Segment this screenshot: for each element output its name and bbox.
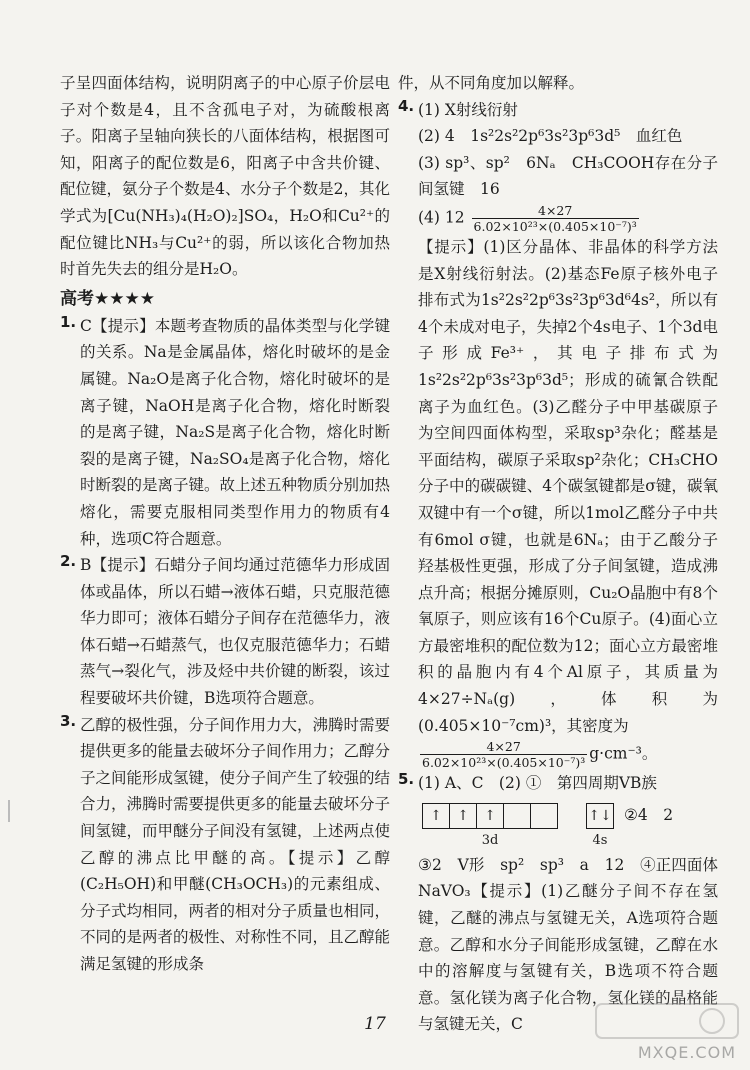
orbital-boxes-4s	[586, 803, 614, 829]
orbital-boxes-3d	[422, 803, 558, 829]
item-number: 5.	[398, 770, 415, 789]
answer-text: 乙醇的极性强，分子间作用力大，沸腾时需要提供更多的能量去破坏分子间作用力；乙醇分子之间能形成氢键，使分子间产生了较强的结合力，沸腾时需要提供更多的能量去破坏分子间氢键，而甲醚分子间没有氢键，上述两点使乙醇的沸点比甲醚的高。【提示】乙醇(C₂H₅OH)和甲醚(CH₃OCH₃)的元素组成、分子式均相同，两者的相对分子质量也相同，不同的是两者的极性、对称性不同，且乙醇能满足氢键的形成条	[80, 715, 391, 973]
answer-item-3	[60, 712, 390, 978]
left-column	[60, 70, 390, 978]
margin-mark	[8, 800, 10, 822]
section-heading: 高考★★★★	[60, 288, 155, 309]
orbital-tail-answer: ②4 2	[624, 805, 674, 824]
orbital-label-4s: 4s	[592, 832, 608, 848]
orbital-diagram	[422, 803, 718, 848]
continuation-text: 件，从不同角度加以解释。	[398, 74, 585, 92]
answer-line	[418, 203, 718, 234]
right-column	[398, 70, 734, 1038]
answer-prefix: (4) 12	[418, 208, 465, 227]
answer-item-5	[398, 770, 734, 1038]
item-number: 3.	[60, 711, 77, 730]
page-number: 17	[364, 1014, 386, 1034]
answer-line: (3) sp³、sp² 6Nₐ CH₃COOH存在分子间氢键 16	[418, 153, 718, 199]
item-number: 4.	[398, 96, 415, 115]
orbital-cell: ↑	[477, 804, 504, 828]
answer-line: (1) A、C (2) ① 第四周期ⅤB族	[418, 774, 657, 793]
answer-text: C【提示】本题考查物质的晶体类型与化学键的关系。Na是金属晶体，熔化时破坏的是金属键。Na₂O是离子化合物，熔化时破坏的是离子键，NaOH是离子化合物，熔化时断裂的是离子键，Na₂S是离子化合物，熔化时断裂的是离子键，Na₂SO₄是离子化合物，熔化时断裂的是离子键。故上述五种物质分别加热熔化，需要克服相同类型作用力的物质有4种，选项C符合题意。	[80, 316, 391, 548]
orbital-4s	[586, 803, 614, 848]
orbital-3d	[422, 803, 558, 848]
watermark-text: MXQE.COM	[637, 1043, 736, 1062]
orbital-label-3d: 3d	[481, 832, 499, 848]
answer-line: (2) 4 1s²2s²2p⁶3s²3p⁶3d⁵ 血红色	[418, 127, 683, 146]
fraction-numerator: 4×27	[472, 203, 639, 219]
item-number: 2.	[60, 552, 77, 571]
orbital-cell	[504, 804, 531, 828]
fraction-denominator: 6.02×10²³×(0.405×10⁻⁷)³	[473, 218, 637, 234]
orbital-cell: ↑	[450, 804, 477, 828]
density-unit: g·cm⁻³。	[589, 744, 658, 763]
answer-text: B【提示】石蜡分子间均通过范德华力形成固体或晶体，所以石蜡→液体石蜡，只克服范德华力即可；液体石蜡分子间存在范德华力，液体石蜡→石蜡蒸气，也仅克服范德华力；石蜡蒸气→裂化气，涉及烃中共价键的断裂，该过程要破坏共价键，B选项符合题意。	[80, 556, 391, 708]
density-fraction-2	[420, 739, 587, 770]
orbital-cell	[531, 804, 557, 828]
hint-text	[418, 234, 718, 770]
answer-line: (1) X射线衍射	[418, 100, 518, 119]
fraction-numerator: 4×27	[420, 739, 587, 755]
density-fraction	[472, 203, 639, 234]
hint-body: 【提示】(1)区分晶体、非晶体的科学方法是X射线衍射法。(2)基态Fe原子核外电子排布式为1s²2s²2p⁶3s²3p⁶3d⁶4s²，所以有4个未成对电子，失掉2个4s电子、1个3d电子形成Fe³⁺，其电子排布式为1s²2s²2p⁶3s²3p⁶3d⁵；形成的硫氰合铁配离子为血红色。(3)乙醛分子中甲基碳原子为空间四面体构型，采取sp³杂化；醛基是平面结构，碳原子采取sp²杂化；CH₃CHO分子中的碳碳键、4个碳氢键都是σ键，碳氧双键中有一个σ键，所以1mol乙醛分子中共有6mol σ键，也就是6Nₐ；由于乙酸分子羟基极性更强，形成了分子间氢键，造成沸点升高；根据分摊原则，Cu₂O晶胞中有8个氧原子，则应该有16个Cu原子。(4)面心立方最密堆积的配位数为12；面心立方最密堆积的晶胞内有4个Al原子，其质量为4×27÷Nₐ(g)，体积为(0.405×10⁻⁷cm)³，其密度为	[418, 237, 718, 735]
orbital-cell: ↑	[423, 804, 450, 828]
answer-item-2	[60, 552, 390, 712]
orbital-cell: ↑↓	[588, 807, 612, 824]
fraction-denominator: 6.02×10²³×(0.405×10⁻⁷)³	[422, 755, 586, 771]
item-number: 1.	[60, 312, 77, 331]
continuation-paragraph: 子呈四面体结构，说明阴离子的中心原子价层电子对个数是4，且不含孤电子对，为硫酸根离子。阳离子呈轴向狭长的八面体结构，根据图可知，阳离子的配位数是6，阳离子中含共价键、配位键，氨分子个数是4、水分子个数是2，其化学式为[Cu(NH₃)₄(H₂O)₂]SO₄，H₂O和Cu²⁺的配位键比NH₃与Cu²⁺的弱，所以该化合物加热时首先失去的组分是H₂O。	[60, 74, 390, 279]
answer-item-4	[398, 97, 718, 771]
answer-item-1	[60, 313, 390, 552]
answer-text: ③2 V形 sp² sp³ a 12 ④正四面体 NaVO₃【提示】(1)乙醚分子间不存在氢键，乙醚的沸点与氢键无关，A选项符合题意。乙醇和水分子间能形成氢键，乙醇在水中的溶解度与氢键有关，B选项不符合题意。氢化镁为离子化合物，氢化镁的晶格能与氢键无关，C	[418, 855, 734, 1034]
